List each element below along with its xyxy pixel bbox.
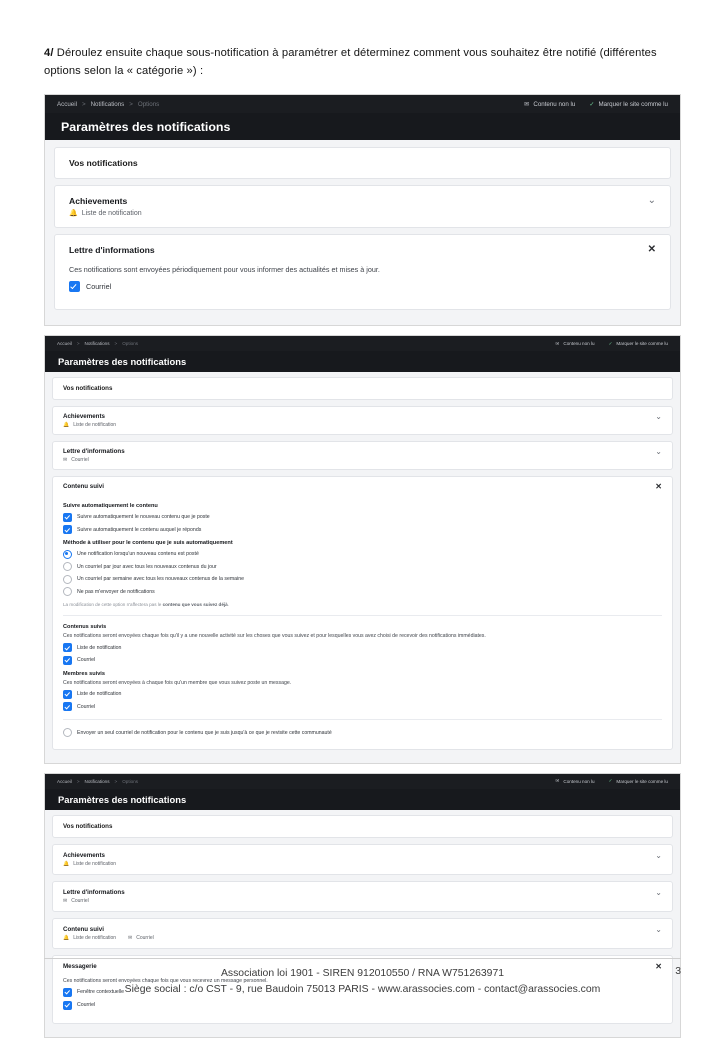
breadcrumb-item-options: Options: [137, 100, 160, 108]
unread-content-label: Contenu non lu: [533, 100, 576, 108]
option-row[interactable]: [63, 643, 662, 652]
notification-row-followed-content[interactable]: [52, 918, 673, 949]
option-row[interactable]: [63, 575, 662, 584]
unread-content-label: Contenu non lu: [563, 778, 595, 784]
breadcrumb: [57, 779, 138, 784]
notification-channel-label: Courriel: [136, 934, 154, 941]
checkbox-checked-icon[interactable]: [63, 690, 72, 699]
notification-title: Lettre d'informations: [63, 448, 125, 456]
page-title: Paramètres des notifications: [61, 119, 231, 134]
breadcrumb-item-notifications[interactable]: Notifications: [90, 100, 125, 108]
radio-icon[interactable]: [63, 562, 72, 571]
page-header-2: [45, 351, 680, 372]
breadcrumb: [57, 101, 159, 108]
section-description: Ces notifications seront envoyées chaque fois qu'il y a une nouvelle activité sur les choses que vous suivez et pour lesquelles vous avez choisi de recevoir des notifications immédiates.: [63, 633, 486, 640]
unread-content-button[interactable]: [556, 778, 595, 784]
notification-row-newsletter[interactable]: [52, 881, 673, 912]
option-row[interactable]: [63, 656, 662, 665]
notification-title: Lettre d'informations: [63, 888, 125, 896]
checkbox-checked-icon[interactable]: [63, 513, 72, 522]
checkbox-checked-icon[interactable]: [63, 525, 72, 534]
checkbox-checked-icon[interactable]: [63, 643, 72, 652]
panel-title: Vos notifications: [63, 822, 113, 830]
mark-site-read-button[interactable]: [589, 101, 668, 108]
chevron-down-icon[interactable]: ⌄: [647, 195, 656, 207]
option-label: Un courriel par semaine avec tous les nouveaux contenus de la semaine: [77, 576, 244, 583]
intro-paragraph: [44, 44, 681, 80]
option-label: Courriel: [86, 282, 112, 292]
option-row[interactable]: [63, 550, 662, 559]
notification-channel: [128, 935, 154, 941]
bell-icon: 🔔: [63, 934, 70, 941]
unread-content-label: Contenu non lu: [563, 341, 595, 347]
notification-description: Ces notifications seront envoyées chaque fois que vous recevrez un message personnel.: [63, 977, 268, 984]
notification-title: Achievements: [63, 851, 105, 859]
unread-content-button[interactable]: [556, 341, 595, 347]
footer-line-2: Siège social : c/o CST - 9, rue Baudoin 75013 PARIS - www.arassocies.com - contact@arassocies.com: [124, 983, 601, 995]
section-heading: Contenus suivis: [63, 624, 107, 631]
option-label: Un courriel par jour avec tous les nouveaux contenus du jour: [77, 563, 217, 570]
section-heading: Méthode à utiliser pour le contenu que je suis automatiquement: [63, 540, 233, 547]
radio-icon[interactable]: [63, 575, 72, 584]
breadcrumb-item-notifications[interactable]: Notifications: [84, 341, 110, 347]
notification-title: Achievements: [63, 413, 105, 421]
page-title: Paramètres des notifications: [58, 793, 187, 805]
breadcrumb-item-options: Options: [122, 778, 139, 784]
notification-channel-label: Liste de notification: [73, 422, 117, 429]
chevron-down-icon[interactable]: ⌄: [655, 887, 662, 897]
screenshot-1: [44, 94, 681, 326]
notification-row-achievements[interactable]: [52, 406, 673, 435]
check-icon: ✓: [608, 778, 613, 784]
option-row[interactable]: [63, 587, 662, 596]
chevron-down-icon[interactable]: ⌄: [655, 447, 662, 457]
option-row[interactable]: [63, 513, 662, 522]
section-heading: Suivre automatiquement le contenu: [63, 503, 158, 510]
notification-channel-label: Liste de notification: [73, 934, 117, 941]
option-label: Courriel: [77, 1002, 96, 1009]
topbar-actions-2: [556, 341, 668, 347]
notification-channel: [63, 422, 116, 428]
notification-channel: [63, 861, 116, 867]
topbar-actions-3: [556, 778, 668, 784]
option-label: Suivre automatiquement le nouveau contenu que je poste: [77, 514, 210, 521]
page-title: Paramètres des notifications: [58, 356, 187, 368]
bell-icon: 🔔: [69, 210, 78, 218]
topbar-2: [45, 336, 680, 351]
option-label: Liste de notification: [77, 691, 122, 698]
radio-icon[interactable]: [63, 728, 72, 737]
checkbox-checked-icon[interactable]: [69, 281, 80, 292]
mark-site-read-button[interactable]: [609, 778, 668, 784]
notification-card-followed-content-expanded: [52, 476, 673, 750]
panel-title-card: [52, 377, 673, 400]
envelope-icon: ✉: [63, 897, 68, 904]
notification-row-newsletter[interactable]: [52, 441, 673, 470]
notification-channel: [63, 935, 116, 941]
footer-text: [64, 966, 661, 998]
section-note-prefix: La modification de cette option n'affectera pas le: [63, 602, 163, 608]
content-area-1: [45, 140, 680, 325]
section-note-suffix: .: [227, 602, 229, 608]
close-icon[interactable]: ✕: [647, 244, 656, 256]
divider: [63, 615, 662, 616]
checkbox-checked-icon[interactable]: [63, 702, 72, 711]
mark-site-read-label: Marquer le site comme lu: [616, 778, 668, 784]
envelope-icon: ✉: [555, 778, 560, 784]
envelope-icon: ✉: [524, 100, 530, 108]
notification-channel-label: Courriel: [71, 457, 89, 464]
notification-channel-label: Liste de notification: [81, 209, 142, 217]
panel-title-card: [54, 147, 671, 179]
page-number: 3: [675, 965, 681, 977]
notification-title: Contenu suivi: [63, 925, 104, 933]
panel-title: Vos notifications: [69, 158, 138, 169]
screenshot-2: [44, 335, 681, 764]
bell-icon: 🔔: [63, 422, 70, 429]
breadcrumb-separator: >: [129, 100, 133, 108]
option-label: Fenêtre contextuelle: [77, 989, 125, 996]
notification-channel: [63, 457, 89, 463]
section-description: Ces notifications seront envoyées à chaque fois qu'un membre que vous suivez poste un message.: [63, 679, 292, 686]
option-label: Ne pas m'envoyer de notifications: [77, 588, 155, 595]
option-label: Suivre automatiquement le contenu auquel je réponds: [77, 526, 202, 533]
envelope-icon: ✉: [63, 457, 68, 464]
notification-channel: [69, 209, 142, 217]
breadcrumb-separator: >: [76, 341, 80, 347]
section-note-bold: contenu que vous suivez déjà: [162, 602, 228, 608]
option-label: Courriel: [77, 703, 96, 710]
page-footer: [0, 958, 725, 998]
topbar-actions-1: [524, 101, 668, 108]
mark-site-read-button[interactable]: [609, 341, 668, 347]
option-row[interactable]: [63, 702, 662, 711]
panel-title: Vos notifications: [63, 385, 113, 393]
mark-site-read-label: Marquer le site comme lu: [616, 341, 668, 347]
check-icon: ✓: [589, 100, 595, 108]
divider: [63, 719, 662, 720]
breadcrumb-separator: >: [81, 100, 86, 108]
radio-selected-icon[interactable]: [63, 550, 72, 559]
breadcrumb-separator: >: [114, 778, 118, 784]
breadcrumb-item-home[interactable]: Accueil: [57, 778, 72, 784]
intro-text: Déroulez ensuite chaque sous-notification à paramétrer et déterminez comment vous souhaitez être notifié (différentes options selon la « catégorie ») :: [44, 47, 657, 78]
option-row[interactable]: [69, 281, 656, 292]
notification-title: Messagerie: [63, 962, 97, 970]
option-label: Une notification lorsqu'un nouveau contenu est posté: [77, 551, 199, 558]
notification-channel-label: Courriel: [71, 897, 89, 904]
footer-divider: [44, 958, 681, 959]
bell-icon: 🔔: [63, 860, 70, 867]
breadcrumb-item-options: Options: [122, 341, 139, 347]
content-area-2: [45, 372, 680, 763]
option-label: Courriel: [77, 657, 96, 664]
envelope-icon: ✉: [128, 934, 133, 941]
page-header-1: [45, 113, 680, 140]
breadcrumb-item-home[interactable]: Accueil: [57, 341, 72, 347]
option-row[interactable]: [63, 728, 662, 737]
content-area-3: [45, 810, 680, 1037]
notification-title: Contenu suivi: [63, 483, 104, 491]
unread-content-button[interactable]: [524, 101, 575, 108]
footer-line-1: Association loi 1901 - SIREN 912010550 / RNA W751263971: [220, 967, 505, 979]
option-label: Liste de notification: [77, 644, 122, 651]
notification-channel-label: Liste de notification: [73, 860, 117, 867]
page-header-3: [45, 789, 680, 810]
envelope-icon: ✉: [555, 340, 560, 346]
breadcrumb-separator: >: [114, 341, 118, 347]
topbar-1: [45, 95, 680, 113]
step-number: 4/: [44, 47, 54, 59]
notification-card-newsletter-expanded: [54, 234, 671, 310]
breadcrumb-item-notifications[interactable]: Notifications: [84, 778, 110, 784]
section-heading: Membres suivis: [63, 670, 105, 677]
option-row[interactable]: [63, 562, 662, 571]
chevron-down-icon[interactable]: ⌄: [655, 924, 662, 934]
notification-description: Ces notifications sont envoyées périodiquement pour vous informer des actualités et mises à jour.: [69, 265, 380, 275]
breadcrumb-separator: >: [76, 778, 80, 784]
notification-title: Achievements: [69, 196, 128, 207]
breadcrumb-item-home[interactable]: Accueil: [57, 100, 77, 108]
notification-row-achievements[interactable]: [54, 185, 671, 228]
option-row[interactable]: [63, 690, 662, 699]
breadcrumb: [57, 341, 138, 346]
topbar-3: [45, 774, 680, 789]
chevron-down-icon[interactable]: ⌄: [655, 850, 662, 860]
panel-title-card: [52, 815, 673, 838]
section-note: [63, 602, 662, 607]
close-icon[interactable]: ✕: [655, 482, 662, 492]
checkbox-checked-icon[interactable]: [63, 1001, 72, 1010]
close-icon[interactable]: ✕: [655, 961, 662, 971]
option-row[interactable]: [63, 525, 662, 534]
option-label: Envoyer un seul courriel de notification pour le contenu que je suis jusqu'à ce que je revisite cette communauté: [77, 729, 332, 736]
chevron-down-icon[interactable]: ⌄: [655, 412, 662, 422]
mark-site-read-label: Marquer le site comme lu: [598, 100, 668, 108]
notification-row-achievements[interactable]: [52, 844, 673, 875]
notification-title: Lettre d'informations: [69, 245, 155, 256]
checkbox-checked-icon[interactable]: [63, 656, 72, 665]
check-icon: ✓: [608, 340, 613, 346]
screenshot-3: [44, 773, 681, 1038]
notification-channel: [63, 898, 89, 904]
option-row[interactable]: [63, 1001, 662, 1010]
radio-icon[interactable]: [63, 587, 72, 596]
